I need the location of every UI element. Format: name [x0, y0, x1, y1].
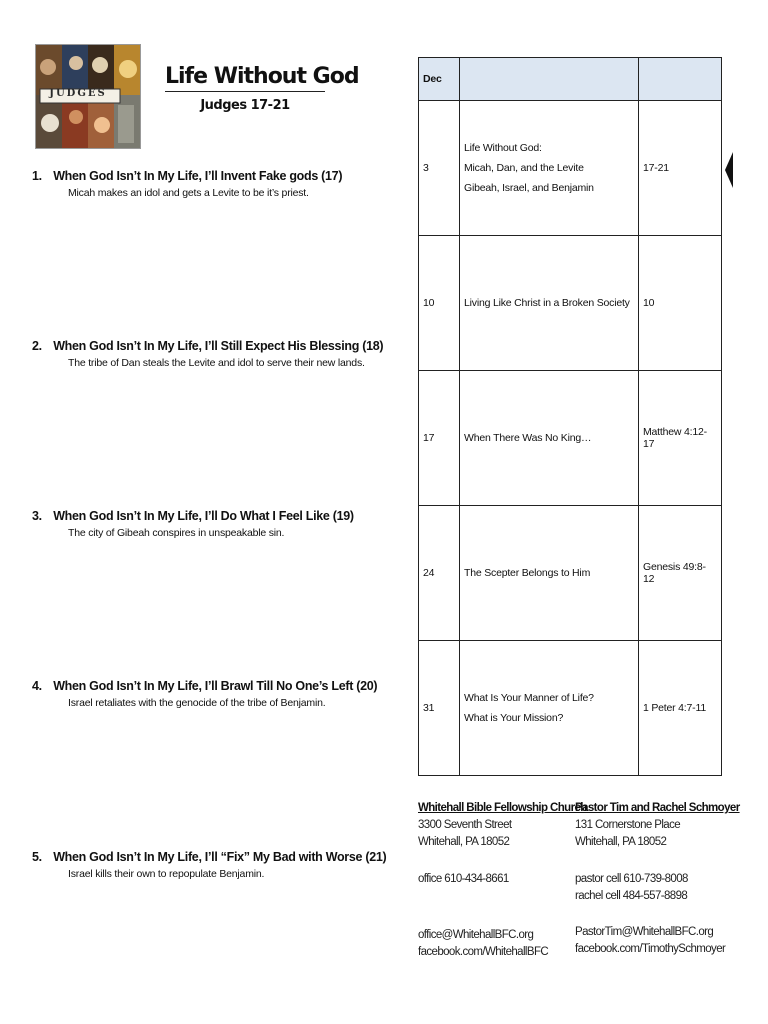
- month-header: Dec: [419, 58, 460, 101]
- pastor-email: PastorTim@WhitehallBFC.org: [575, 926, 714, 938]
- table-row: [419, 641, 722, 776]
- point-heading-text: When God Isn’t In My Life, I’ll Still Expect His Blessing (18): [53, 339, 384, 353]
- topic-line: Living Like Christ in a Broken Society: [464, 297, 630, 309]
- point-heading: [32, 679, 402, 693]
- point-heading-text: When God Isn’t In My Life, I’ll Brawl Till No One’s Left (20): [53, 679, 378, 693]
- church-name: Whitehall Bible Fellowship Church: [418, 802, 587, 814]
- point-heading-text: When God Isn’t In My Life, I’ll Invent Fake gods (17): [53, 169, 343, 183]
- page-subtitle: Judges 17-21: [200, 98, 290, 113]
- topic-line: What is Your Mission?: [464, 712, 564, 724]
- topic-cell: [460, 641, 639, 776]
- title-block: [165, 64, 359, 113]
- point-number: 2.: [32, 339, 42, 353]
- point-number: 5.: [32, 850, 42, 864]
- page-title: Life Without God: [165, 64, 325, 92]
- topic-line: Life Without God:: [464, 142, 542, 154]
- outline-point-3: [32, 509, 402, 539]
- day-cell: 31: [419, 641, 460, 776]
- pastor-facebook: facebook.com/TimothySchmoyer: [575, 943, 726, 955]
- table-row: [419, 371, 722, 506]
- point-description: Micah makes an idol and gets a Levite to be it’s priest.: [68, 187, 309, 199]
- point-heading-text: When God Isn’t In My Life, I’ll “Fix” My Bad with Worse (21): [53, 850, 387, 864]
- topic-cell: [460, 101, 639, 236]
- passage-cell: Genesis 49:8-12: [639, 506, 722, 641]
- topic-cell: [460, 506, 639, 641]
- topic-line: The Scepter Belongs to Him: [464, 567, 591, 579]
- outline-point-4: [32, 679, 402, 709]
- topic-header: [460, 58, 639, 101]
- topic-line: Gibeah, Israel, and Benjamin: [464, 182, 594, 194]
- pastor-street: 131 Cornerstone Place: [575, 819, 681, 831]
- passage-cell: 1 Peter 4:7-11: [639, 641, 722, 776]
- passage-cell: 17-21: [639, 101, 722, 236]
- topic-cell: [460, 236, 639, 371]
- topic-line: What Is Your Manner of Life?: [464, 692, 594, 704]
- outline-point-5: [32, 850, 402, 880]
- point-number: 1.: [32, 169, 42, 183]
- sermon-schedule-table: [418, 57, 722, 776]
- day-cell: 3: [419, 101, 460, 236]
- church-street: 3300 Seventh Street: [418, 819, 512, 831]
- church-facebook: facebook.com/WhitehallBFC: [418, 946, 549, 958]
- day-cell: 10: [419, 236, 460, 371]
- point-heading: [32, 850, 402, 864]
- passage-cell: 10: [639, 236, 722, 371]
- topic-cell: [460, 371, 639, 506]
- pastor-city: Whitehall, PA 18052: [575, 836, 667, 848]
- church-phone: office 610-434-8661: [418, 873, 509, 885]
- page-edge-marker: [725, 152, 733, 188]
- outline-point-1: [32, 169, 402, 199]
- rachel-cell-phone: rachel cell 484-557-8898: [575, 890, 688, 902]
- day-cell: 24: [419, 506, 460, 641]
- point-heading: [32, 169, 402, 183]
- church-email: office@WhitehallBFC.org: [418, 929, 534, 941]
- topic-line: Micah, Dan, and the Levite: [464, 162, 584, 174]
- point-number: 4.: [32, 679, 42, 693]
- point-heading: [32, 339, 402, 353]
- table-header-row: [419, 58, 722, 101]
- day-cell: 17: [419, 371, 460, 506]
- church-city: Whitehall, PA 18052: [418, 836, 510, 848]
- pastor-name: Pastor Tim and Rachel Schmoyer: [575, 802, 740, 814]
- passage-header: [639, 58, 722, 101]
- point-heading-text: When God Isn’t In My Life, I’ll Do What I Feel Like (19): [53, 509, 354, 523]
- table-row: [419, 101, 722, 236]
- point-description: Israel kills their own to repopulate Benjamin.: [68, 868, 265, 880]
- point-number: 3.: [32, 509, 42, 523]
- outline-point-2: [32, 339, 402, 369]
- logo-caption: JUDGES: [49, 88, 107, 99]
- pastor-contact: [575, 800, 745, 958]
- topic-line: When There Was No King…: [464, 432, 592, 444]
- church-contact: [418, 800, 587, 961]
- point-description: The city of Gibeah conspires in unspeakable sin.: [68, 527, 285, 539]
- table-row: [419, 506, 722, 641]
- point-description: The tribe of Dan steals the Levite and idol to serve their new lands.: [68, 357, 365, 369]
- passage-cell: Matthew 4:12-17: [639, 371, 722, 506]
- point-description: Israel retaliates with the genocide of the tribe of Benjamin.: [68, 697, 326, 709]
- point-heading: [32, 509, 402, 523]
- table-row: [419, 236, 722, 371]
- pastor-cell-phone: pastor cell 610-739-8008: [575, 873, 688, 885]
